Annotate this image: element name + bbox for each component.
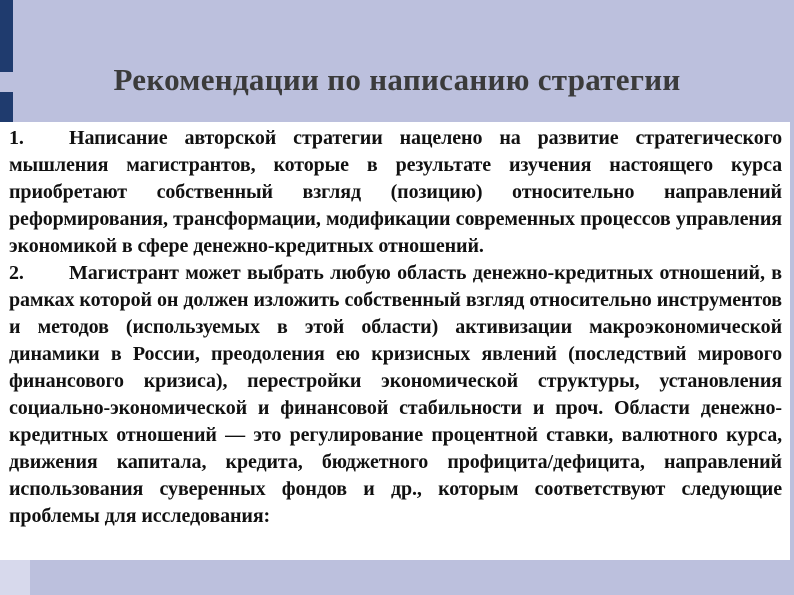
list-item-1 — [9, 125, 782, 260]
list-item-2 — [9, 260, 782, 530]
accent-bar-bottom — [0, 560, 30, 595]
list-item-number: 2. — [9, 262, 24, 284]
slide-title: Рекомендации по написанию стратегии — [113, 62, 681, 97]
list-item-text: Магистрант может выбрать любую область денежно-кредитных отношений, в рамках которой он должен изложить собственный взгляд относительно инструментов и методов (используемых в этой области) активизации макроэкономической динамики в России, преодоления ею кризисных явлений (последствий мирового финансового кризиса), перестройки экономической структуры, установления социально-экономической и финансовой стабильности и проч. Области денежно-кредитных отношений — это регулирование процентной ставки, валютного курса, движения капитала, кредита, бюджетного профицита/дефицита, направлений использования суверенных фондов и др., которым соответствуют следующие проблемы для исследования: — [9, 262, 782, 527]
list-item-text: Написание авторской стратегии нацелено на развитие стратегического мышления магистрантов, которые в результате изучения настоящего курса приобретают собственный взгляд (позицию) относительно направлений реформирования, трансформации, модификации современных процессов управления экономикой в сфере денежно-кредитных отношений. — [9, 127, 782, 257]
list-item-number: 1. — [9, 127, 24, 149]
slide-body — [0, 122, 790, 560]
